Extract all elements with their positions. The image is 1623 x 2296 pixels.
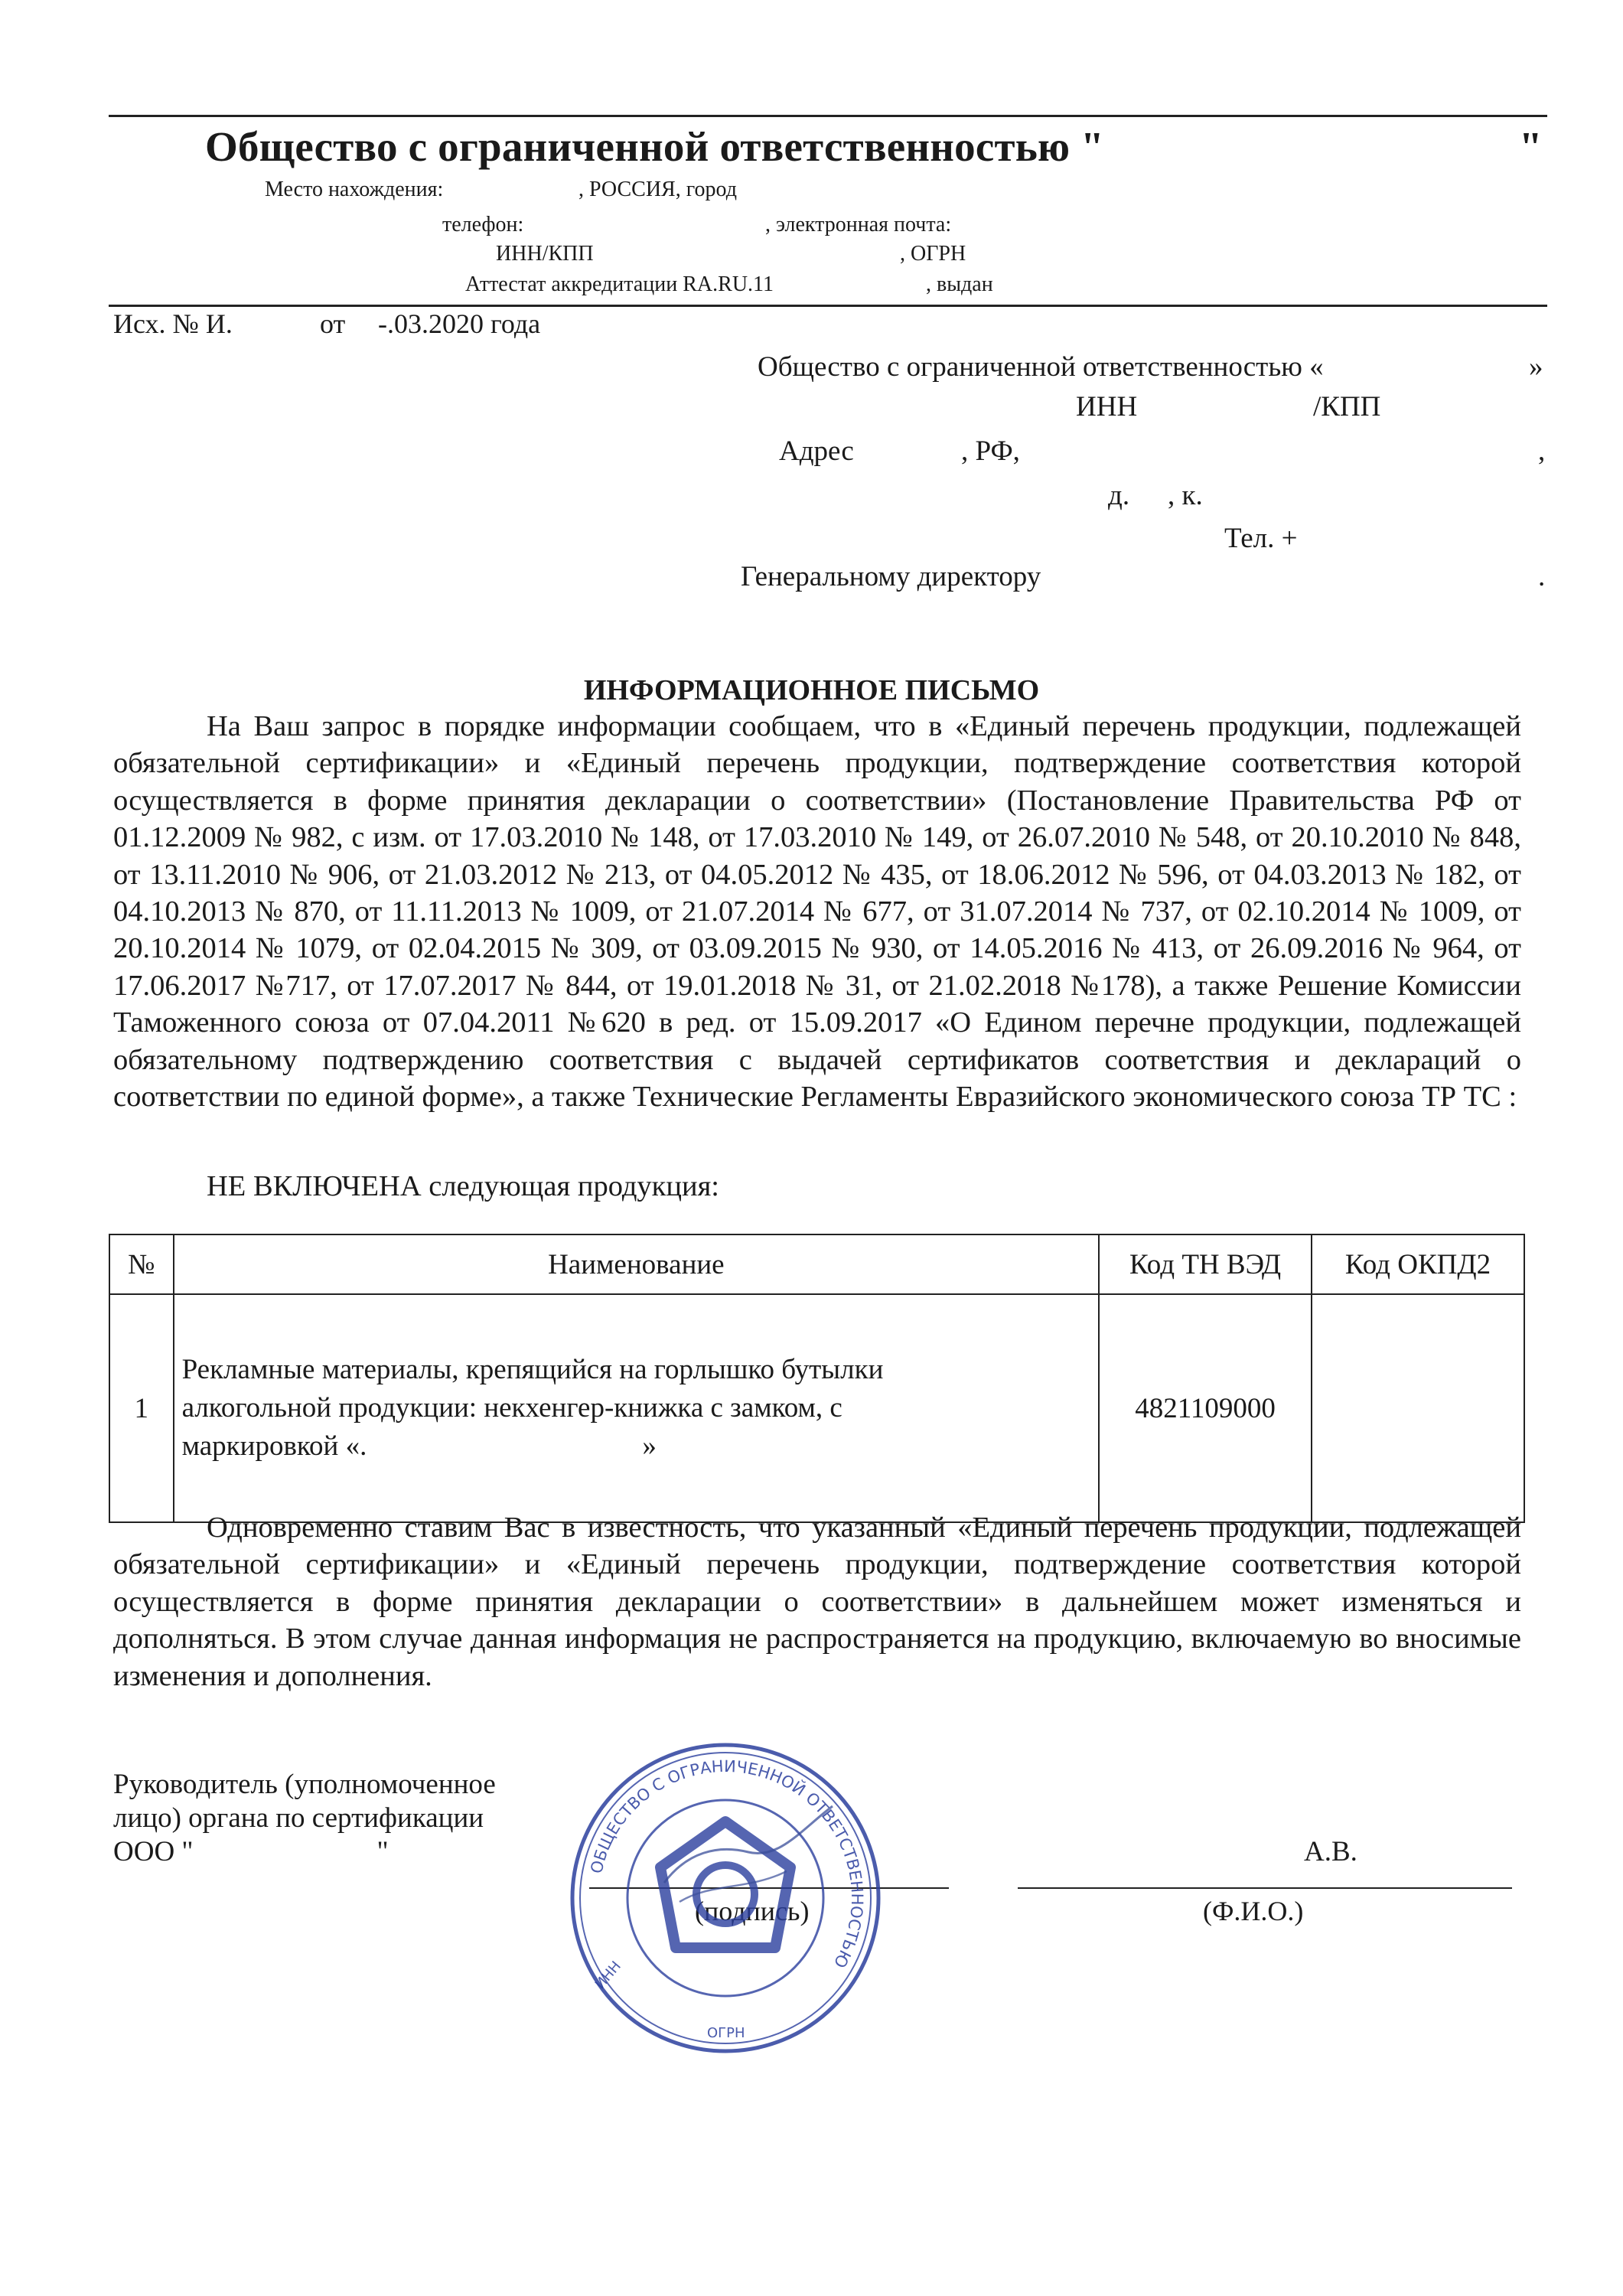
stamp-inn-text: ИНН (592, 1958, 624, 1993)
email-label: , электронная почта: (765, 213, 952, 236)
product-name-line (182, 1427, 1091, 1466)
organization-name-close-quote: " (1519, 123, 1543, 170)
addressee-address-end: , (1538, 435, 1546, 467)
certification-stamp (557, 1737, 894, 2059)
location-country: , РОССИЯ, город (578, 178, 737, 201)
signatory-line: Руководитель (уполномоченное (113, 1769, 496, 1800)
table-row (109, 1294, 1524, 1522)
addressee-kpp: /КПП (1313, 391, 1381, 422)
stamp-emblem-icon (660, 1821, 790, 1948)
addressee-director: Генеральному директору (741, 561, 1041, 592)
body-paragraph: На Ваш запрос в порядке информации сообщаем, что в «Единый перечень продукции, подлежащей обязательной сертификации» и «Единый перечень продукции, подтверждение соответствия которой осуществляется в форме принятия декларации о соответствии» (Постановление Правительства РФ от 01.12.2009 № 982, с изм. от 17.03.2010 № 148, от 17.03.2010 № 149, от 26.07.2010 № 548, от 20.10.2010 № 848, от 13.11.2010 № 906, от 21.03.2012 № 213, от 04.05.2012 № 435, от 18.06.2012 № 596, от 04.03.2013 № 182, от 04.10.2013 № 870, от 11.11.2013 № 1009, от 21.07.2014 № 677, от 31.07.2014 № 737, от 02.10.2014 № 1009, от 20.10.2014 № 1079, от 02.04.2015 № 309, от 03.09.2015 № 930, от 14.05.2016 № 413, от 26.09.2016 № 964, от 17.06.2017 №717, от 17.07.2017 № 844, от 19.01.2018 № 31, от 21.02.2018 №178), а также Решение Комиссии Таможенного союза от 07.04.2011 №620 в ред. от 15.09.2017 «О Едином перечне продукции, подлежащей обязательному подтверждению соответствия с выдачей сертификатов соответствия и деклараций о соответствии по единой форме», а также Технические Регламенты Евразийского экономического союза ТР ТС : (113, 710, 1521, 1114)
product-name-line: Рекламные материалы, крепящийся на горлышко бутылки (181, 1354, 884, 1385)
header-okpd2: Код ОКПД2 (1312, 1234, 1524, 1294)
addressee-address: Адрес (779, 435, 854, 467)
addressee-phone: Тел. + (1224, 523, 1298, 554)
signature-caption: (подпись) (695, 1896, 810, 1926)
signatory-title (113, 1768, 496, 1869)
organization-name: Общество с ограниченной ответственностью " (205, 123, 1104, 170)
signatory-line (113, 1835, 496, 1869)
outgoing-date: -.03.2020 года (378, 308, 541, 339)
addressee-company: Общество с ограниченной ответственностью « (758, 351, 1324, 383)
header-name: Наименование (174, 1234, 1100, 1294)
stamp-emblem-core (696, 1865, 754, 1923)
phone-label: телефон: (442, 213, 524, 236)
fio-line (1018, 1887, 1512, 1889)
table-header-row (109, 1234, 1524, 1294)
stamp-inner-ring (580, 1753, 871, 2043)
signatory-org-close: " (376, 1836, 389, 1867)
ogrn-label: , ОГРН (900, 242, 966, 266)
header-tn-ved: Код ТН ВЭД (1099, 1234, 1312, 1294)
inn-kpp-label: ИНН/КПП (496, 242, 594, 266)
stamp-ring-text: ОБЩЕСТВО С ОГРАНИЧЕННОЙ ОТВЕТСТВЕННОСТЬЮ (587, 1756, 867, 1971)
header-bottom-rule (109, 305, 1547, 307)
letter-title: ИНФОРМАЦИОННОЕ ПИСЬМО (583, 674, 1040, 706)
addressee-house: д. (1108, 480, 1130, 511)
issued-label: , выдан (926, 272, 993, 296)
row-tn-ved-code: 4821109000 (1099, 1294, 1312, 1522)
closing-paragraph: Одновременно ставим Вас в известность, что указанный «Единый перечень продукции, подлежащей обязательной сертификации» и «Единый перечень продукции, подтверждение соответствия которой осуществляется в форме принятия декларации о соответствии» в дальнейшем может изменяться и дополняться. В этом случае данная информация не распространяется на продукцию, включаемую во вносимые изменения и дополнения. (113, 1512, 1521, 1692)
marking-label: маркировкой «. (181, 1430, 367, 1462)
signatory-line: лицо) органа по сертификации (113, 1802, 484, 1834)
location-label: Место нахождения: (265, 178, 444, 201)
fio-caption: (Ф.И.О.) (1203, 1896, 1304, 1926)
addressee-director-end: . (1538, 561, 1546, 592)
addressee-address-country: , РФ, (961, 435, 1020, 467)
addressee-inn: ИНН (1076, 391, 1138, 422)
signatory-name: А.В. (1304, 1836, 1357, 1867)
stamp-outer-ring (572, 1745, 878, 2051)
not-included-line: НЕ ВКЛЮЧЕНА следующая продукция: (207, 1170, 719, 1202)
addressee-company-close: » (1529, 351, 1543, 383)
products-table (109, 1234, 1525, 1523)
row-okpd2-code (1312, 1294, 1524, 1522)
outgoing-from: от (320, 308, 346, 339)
addressee-apartment: , к. (1168, 480, 1203, 511)
outgoing-number: Исх. № И. (113, 308, 233, 339)
row-product-name (174, 1294, 1100, 1522)
stamp-ogrn-text: ОГРН (707, 2025, 745, 2041)
row-number: 1 (109, 1294, 174, 1522)
header-top-rule (109, 115, 1547, 117)
stamp-center-ring (627, 1800, 823, 1996)
product-name-line: алкогольной продукции: некхенгер-книжка с замком, с (181, 1392, 842, 1424)
marking-close-quote: » (642, 1430, 657, 1462)
accreditation-label: Аттестат аккредитации RA.RU.11 (465, 272, 774, 296)
header-number: № (109, 1234, 174, 1294)
signatory-org-open: ООО " (113, 1836, 194, 1867)
